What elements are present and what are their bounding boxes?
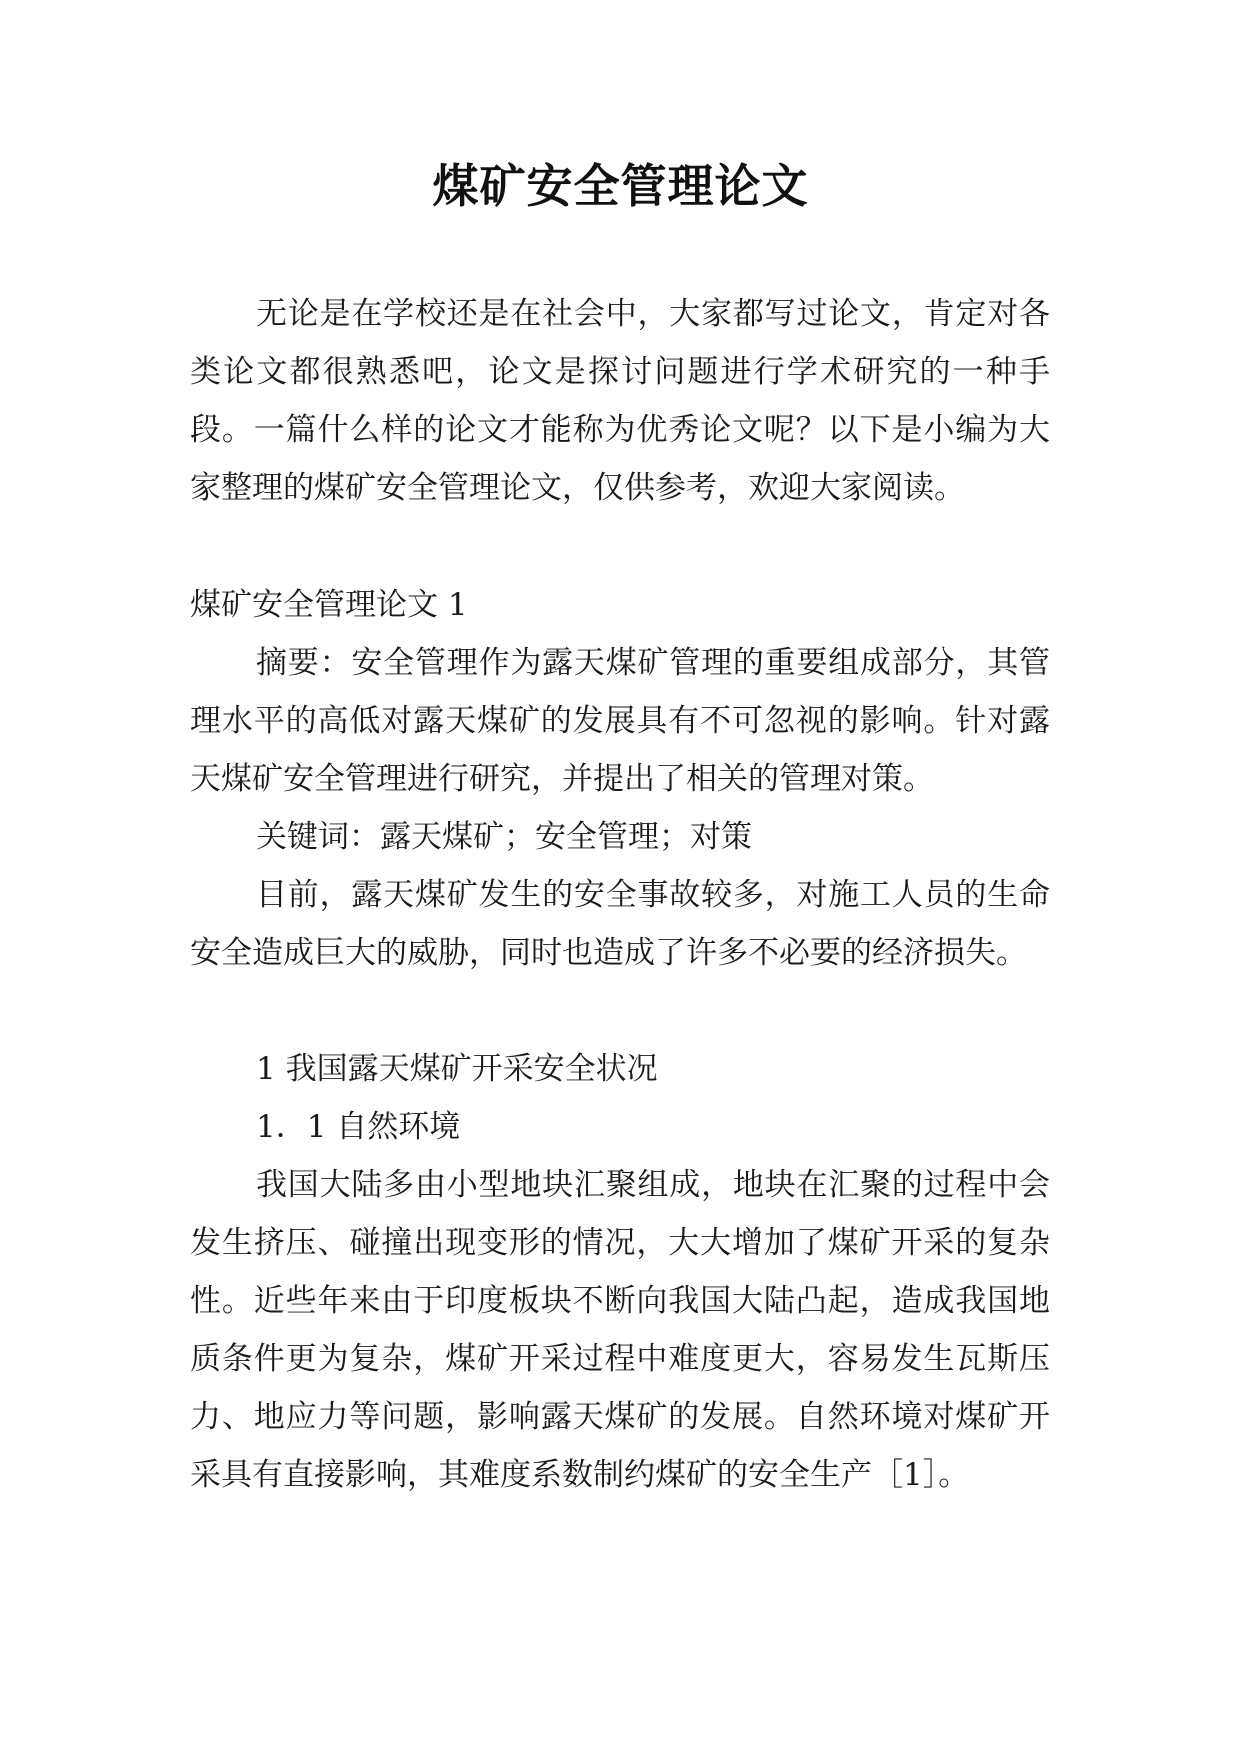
keywords-line: 关键词：露天煤矿；安全管理；对策 <box>256 819 752 855</box>
body-paragraph-natural-environment: 我国大陆多由小型地块汇聚组成，地块在汇聚的过程中会发生挤压、碰撞出现变形的情况，大大增加了煤矿开采的复杂性。近些年来由于印度板块不断向我国大陆凸起，造成我国地质条件更为复杂，煤矿开采过程中难度更大，容易发生瓦斯压力、地应力等问题，影响露天煤矿的发展。自然环境对煤矿开采具有直接影响，其难度系数制约煤矿的安全生产［1］。 <box>190 1167 1050 1493</box>
heading-level-2: 1．1 自然环境 <box>256 1109 461 1145</box>
abstract-paragraph: 摘要：安全管理作为露天煤矿管理的重要组成部分，其管理水平的高低对露天煤矿的发展具有不可忽视的影响。针对露天煤矿安全管理进行研究，并提出了相关的管理对策。 <box>190 645 1050 797</box>
body-paragraph-current-situation: 目前，露天煤矿发生的安全事故较多，对施工人员的生命安全造成巨大的威胁，同时也造成了许多不必要的经济损失。 <box>190 877 1050 971</box>
intro-paragraph: 无论是在学校还是在社会中，大家都写过论文，肯定对各类论文都很熟悉吧，论文是探讨问题进行学术研究的一种手段。一篇什么样的论文才能称为优秀论文呢？以下是小编为大家整理的煤矿安全管理论文，仅供参考，欢迎大家阅读。 <box>190 296 1050 506</box>
heading-level-1: 1 我国露天煤矿开采安全状况 <box>256 1051 658 1087</box>
section-title: 煤矿安全管理论文 1 <box>190 587 468 623</box>
page-title: 煤矿安全管理论文 <box>432 159 809 213</box>
